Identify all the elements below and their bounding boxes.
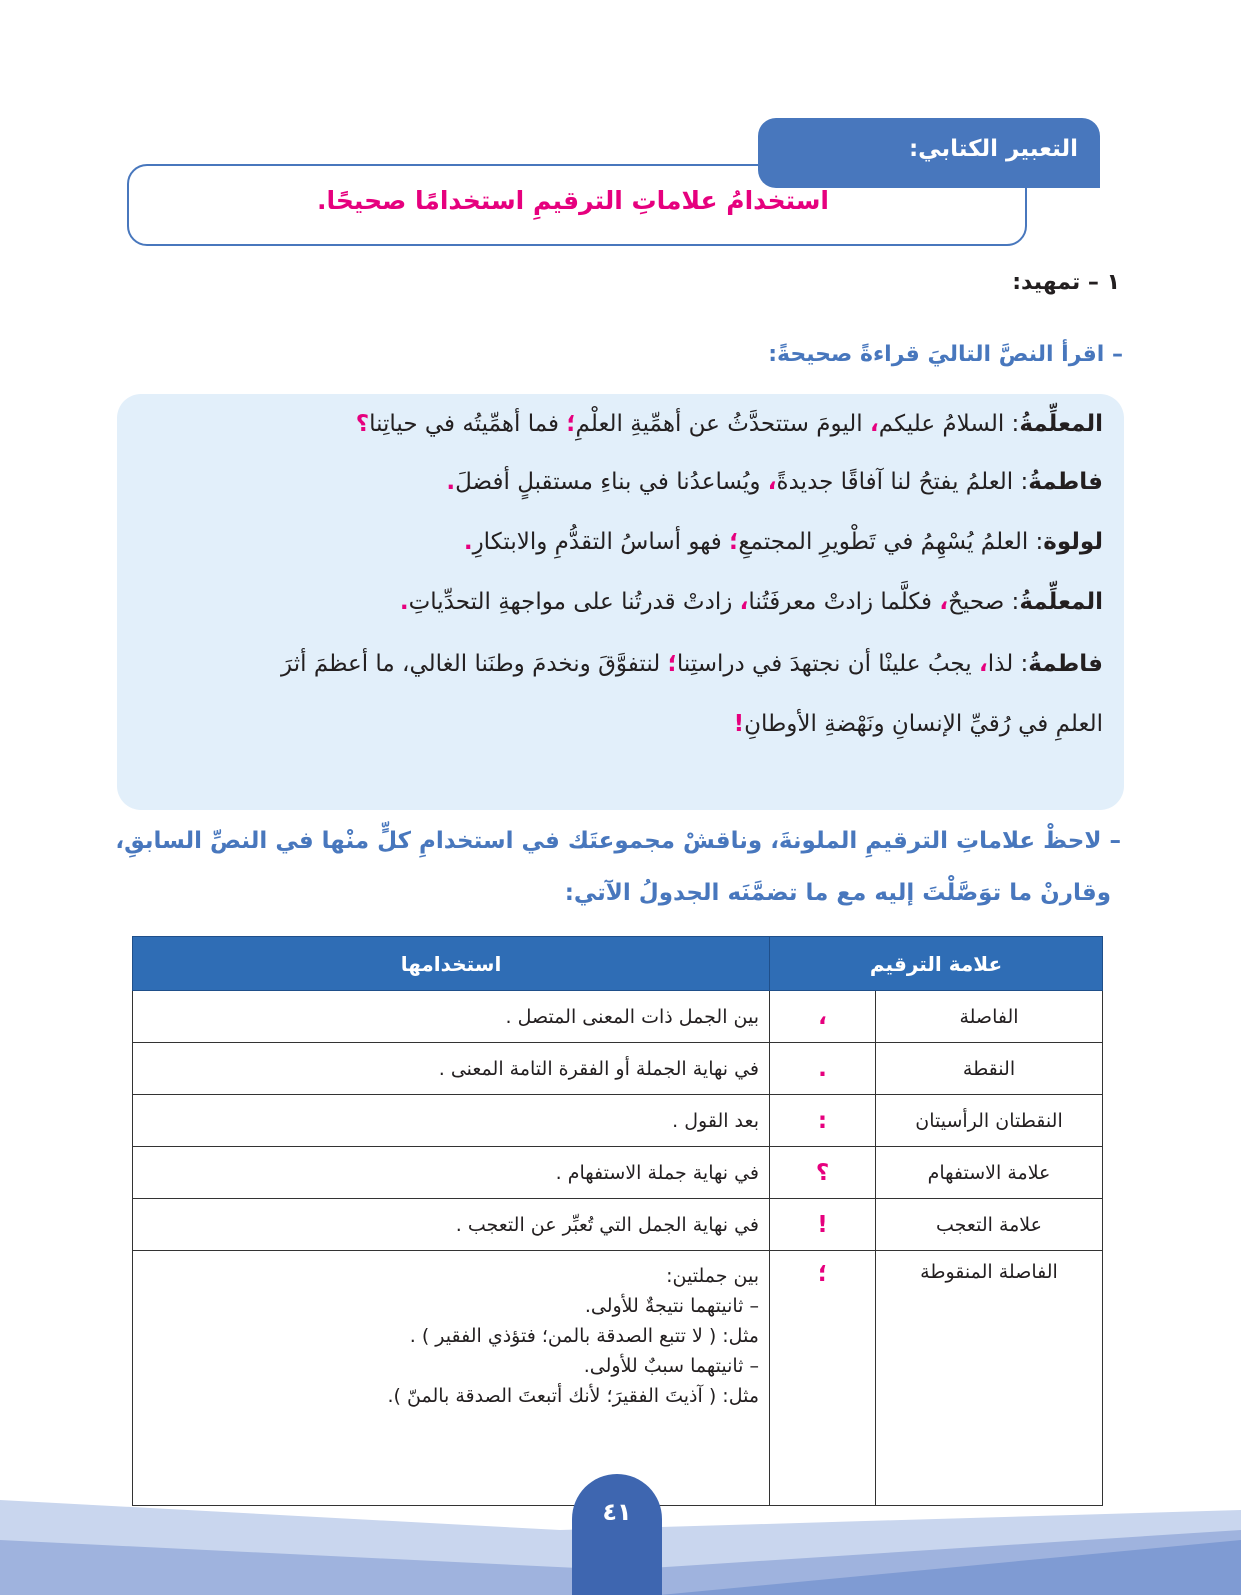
punctuation-mark: ؛ xyxy=(566,411,576,437)
dialogue-segment: : لذا xyxy=(987,651,1029,677)
dialogue-segment: العلمِ في رُقيِّ الإنسانِ ونَهْضةِ الأوطانِ xyxy=(744,711,1103,737)
header-mark: علامة الترقيم xyxy=(770,937,1103,991)
section-label: التعبير الكتابي: xyxy=(908,136,1078,162)
table-row xyxy=(133,1147,1103,1199)
punctuation-table xyxy=(132,936,1103,1506)
punctuation-mark: ! xyxy=(733,711,745,737)
mark-usage: في نهاية الجملة أو الفقرة التامة المعنى . xyxy=(133,1043,770,1095)
dialogue-line xyxy=(400,586,1103,618)
table-row xyxy=(133,1043,1103,1095)
notice-line-2: وقارنْ ما توَصَّلْتَ إليه مع ما تضمَّنَه الجدولُ الآتي: xyxy=(564,880,1111,906)
intro-heading: ١ – تمهيد: xyxy=(1012,270,1120,295)
usage-line: بين جملتين: xyxy=(666,1265,759,1287)
mark-usage: بين الجمل ذات المعنى المتصل . xyxy=(133,991,770,1043)
read-instruction: – اقرأ النصَّ التاليَ قراءةً صحيحةً: xyxy=(768,342,1123,367)
dialogue-segment: : العلمُ يُسْهِمُ في تَطْويرِ المجتمعِ xyxy=(738,529,1044,555)
notice-line-1: – لاحظْ علاماتِ الترقيمِ الملونةَ، وناقشْ مجموعتَك في استخدامِ كلٍّ منْها في النصِّ السابقِ، xyxy=(115,828,1121,854)
speaker-name: المعلِّمةُ xyxy=(1019,411,1103,437)
page-number: ٤١ xyxy=(602,1498,632,1526)
dialogue-segment: : صحيحٌ xyxy=(948,589,1020,615)
mark-name: علامة الاستفهام xyxy=(876,1147,1103,1199)
table-row xyxy=(133,1251,1103,1506)
dialogue-segment: يجبُ علينْا أن نجتهدَ في دراستِنا xyxy=(676,651,979,677)
table-row xyxy=(133,991,1103,1043)
mark-usage: في نهاية الجمل التي تُعبِّر عن التعجب . xyxy=(133,1199,770,1251)
dialogue-line xyxy=(356,408,1103,440)
mark-symbol: ؟ xyxy=(770,1147,876,1199)
section-tab xyxy=(758,118,1100,188)
dialogue-segment: اليومَ ستتحدَّثُ عن أهمِّيةِ العلْمِ xyxy=(575,411,871,437)
punctuation-mark: ، xyxy=(739,589,749,615)
dialogue-segment: زادتْ قدرتُنا على مواجهةِ التحدِّياتِ xyxy=(408,589,740,615)
dialogue-line xyxy=(281,648,1103,680)
mark-usage: بعد القول . xyxy=(133,1095,770,1147)
usage-line: – ثانيتهما نتيجةٌ للأولى. xyxy=(584,1295,759,1317)
punctuation-mark: ؛ xyxy=(667,651,677,677)
usage-line: مثل: ( لا تتبع الصدقة بالمن؛ فتؤذي الفقير ) . xyxy=(409,1325,759,1347)
lesson-goal: استخدامُ علاماتِ الترقيمِ استخدامًا صحيحًا. xyxy=(317,186,829,215)
dialogue-line xyxy=(464,526,1103,558)
dialogue-line xyxy=(734,708,1103,740)
speaker-name: المعلِّمةُ xyxy=(1019,589,1103,615)
mark-symbol: : xyxy=(770,1095,876,1147)
mark-symbol: . xyxy=(770,1043,876,1095)
header-usage: استخدامها xyxy=(133,937,770,991)
mark-name: النقطتان الرأسيتان xyxy=(876,1095,1103,1147)
mark-symbol: ، xyxy=(770,991,876,1043)
mark-symbol: ! xyxy=(770,1199,876,1251)
page-number-badge xyxy=(572,1474,662,1595)
punctuation-mark: ، xyxy=(870,411,879,437)
punctuation-mark: ؟ xyxy=(355,411,370,437)
punctuation-mark: ؛ xyxy=(729,529,739,555)
dialogue-segment: ويُساعدُنا في بناءِ مستقبلٍ أفضلَ xyxy=(455,469,768,495)
usage-line: مثل: ( آذيتَ الفقيرَ؛ لأنك أتبعتَ الصدقة بالمنّ ). xyxy=(387,1385,759,1407)
mark-name: الفاصلة xyxy=(876,991,1103,1043)
dialogue-segment: فكلَّما زادتْ معرفَتُنا xyxy=(748,589,940,615)
punctuation-mark: . xyxy=(463,529,473,555)
dialogue-line xyxy=(446,466,1103,498)
speaker-name: فاطمةُ xyxy=(1028,469,1103,495)
mark-symbol: ؛ xyxy=(770,1251,876,1506)
dialogue-segment: : السلامُ عليكم xyxy=(878,411,1020,437)
punctuation-mark: . xyxy=(446,469,456,495)
mark-usage xyxy=(133,1251,770,1506)
punctuation-mark: ، xyxy=(978,651,988,677)
table-row xyxy=(133,1095,1103,1147)
dialogue-segment: لنتفوَّقَ ونخدمَ وطنَنا الغالي، ما أعظمَ أثرَ xyxy=(281,651,668,677)
mark-name: علامة التعجب xyxy=(876,1199,1103,1251)
dialogue-segment: فهو أساسُ التقدُّمِ والابتكارِ xyxy=(472,529,730,555)
punctuation-mark: . xyxy=(399,589,409,615)
dialogue-segment: : العلمُ يفتحُ لنا آفاقًا جديدةً xyxy=(776,469,1029,495)
mark-usage: في نهاية جملة الاستفهام . xyxy=(133,1147,770,1199)
usage-line: – ثانيتهما سببٌ للأولى. xyxy=(583,1355,759,1377)
speaker-name: لولوة xyxy=(1043,529,1103,555)
speaker-name: فاطمةُ xyxy=(1028,651,1103,677)
punctuation-mark: ، xyxy=(767,469,777,495)
dialogue-segment: فما أهمِّيتُه في حياتِنا xyxy=(369,411,567,437)
mark-name: النقطة xyxy=(876,1043,1103,1095)
mark-name: الفاصلة المنقوطة xyxy=(876,1251,1103,1506)
punctuation-mark: ، xyxy=(939,589,949,615)
table-row xyxy=(133,1199,1103,1251)
